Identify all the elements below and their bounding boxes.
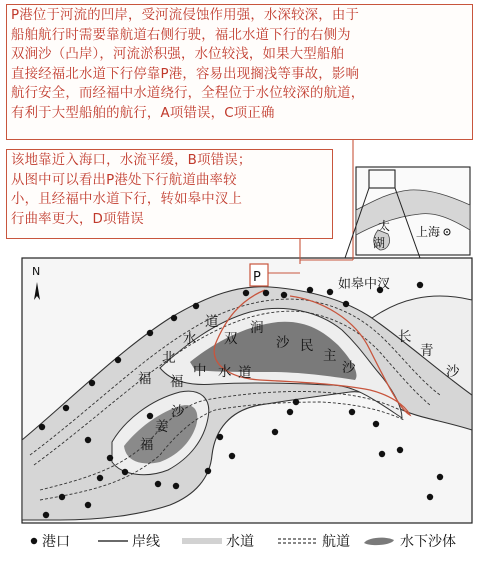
shuangjian-char-2: 涧 (250, 320, 264, 336)
fujiang-char-3: 沙 (171, 404, 185, 420)
fuzhong-char-3: 水 (218, 364, 232, 380)
shuangjian-char-3: 沙 (276, 335, 290, 351)
fujiang-char-1: 福 (140, 437, 154, 453)
route-dashed-icon (278, 537, 318, 545)
legend-channel (182, 531, 254, 551)
port-p-label: P (253, 270, 261, 285)
fubei-char-4: 道 (205, 314, 219, 330)
legend-route (278, 531, 350, 551)
changqing-char-2: 青 (420, 343, 434, 359)
sandbar-swatch-icon (362, 535, 396, 547)
fubei-char-2: 北 (162, 350, 176, 366)
shuangjian-char-1: 双 (224, 331, 238, 347)
channel-swatch-icon (182, 537, 222, 545)
fuzhong-char-1: 福 (170, 374, 184, 390)
annotation-2-line: 行曲率更大，D项错误 (11, 211, 144, 227)
annotation-1-line: 船舶航行时需要靠航道右侧行驶，福北水道下行的右侧为 (11, 27, 351, 43)
legend-port-label: 港口 (42, 534, 70, 550)
annotation-2-line: 该地靠近入海口，水流平缓，B项错误； (11, 153, 252, 168)
inset-taihu-char-1: 太 (378, 219, 391, 233)
annotation-box-1 (6, 4, 473, 140)
annotation-1-line: 有利于大型船舶的航行，A项错误，C项正确 (11, 105, 275, 121)
annotation-2-line: 小，且经福中水道下行，转如皋中汊上 (11, 192, 243, 208)
legend-port (30, 531, 70, 551)
fujiang-char-2: 姜 (155, 419, 169, 435)
changqing-char-3: 沙 (446, 364, 460, 380)
annotation-1-line: 双涧沙（凸岸），河流淤积强，水位较浅，如果大型船舶 (11, 47, 345, 63)
legend-shoreline-label: 岸线 (132, 534, 160, 550)
inset-map (356, 167, 470, 255)
fuzhong-char-2: 中 (193, 363, 207, 379)
inset-taihu-char-2: 湖 (373, 236, 386, 250)
annotation-2-line: 从图中可以看出P港处下行航道曲率较 (11, 172, 237, 188)
annotation-1-line: P港位于河流的凹岸，受河流侵蚀作用强，水深较深，由于 (11, 8, 360, 23)
legend-sandbar-label: 水下沙体 (400, 534, 456, 550)
legend-route-label: 航道 (322, 534, 350, 550)
shoreline-line-icon (98, 538, 128, 544)
map-legend (22, 527, 472, 555)
changqing-char-1: 长 (398, 329, 412, 345)
annotation-1-line: 直接经福北水道下行停靠P港，容易出现搁浅等事故，影响 (11, 66, 360, 82)
legend-channel-label: 水道 (226, 534, 254, 550)
annotation-box-2 (6, 149, 333, 239)
fubei-char-3: 水 (183, 331, 197, 347)
legend-sandbar (362, 531, 456, 551)
legend-shoreline (98, 531, 160, 551)
north-label: N (32, 265, 41, 278)
rugao-label: 如皋中汊 (338, 277, 391, 292)
annotation-1-line: 航行安全，而经福中水道绕行，全程位于水位较深的航道， (11, 86, 365, 102)
minzhu-char-3: 沙 (342, 360, 356, 376)
port-dot-icon (30, 537, 38, 545)
fubei-char-1: 福 (138, 371, 152, 387)
inset-shanghai-label: 上海 (416, 225, 441, 239)
fuzhong-char-4: 道 (238, 365, 252, 381)
minzhu-char-2: 主 (323, 348, 337, 364)
minzhu-char-1: 民 (300, 338, 314, 354)
